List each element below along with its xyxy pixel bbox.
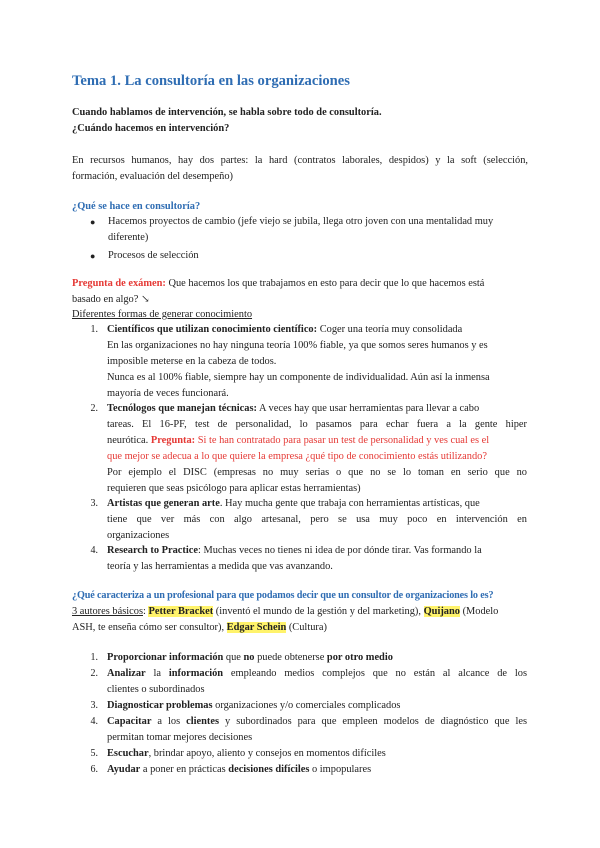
pregunta-text: Que hacemos los que trabajamos en esto para decir que lo que hacemos está: [165, 278, 485, 289]
bold-run: Proporcionar información: [107, 652, 224, 663]
forma-4-line-1: [107, 543, 482, 559]
bold-run: información: [168, 668, 224, 679]
forma-2-pregunta-label: Pregunta:: [150, 435, 196, 446]
list-number: 6.: [90, 764, 98, 775]
forma-3-line-1: [107, 496, 480, 512]
funcion-6: [107, 762, 371, 778]
autores-line-2: [72, 620, 327, 636]
forma-3-line-2: tiene que ver más con algo artesanal, pero se usa muy poco en intervención en: [107, 514, 527, 525]
bold-run: decisiones difíciles: [228, 764, 310, 775]
forma-2-line-5: Por ejemplo el DISC (empresas no muy serias o que no se lo toman en serio que no: [107, 467, 527, 478]
bold-run: Analizar: [107, 668, 146, 679]
list-number: 5.: [90, 748, 98, 759]
bold-run: por otro medio: [326, 652, 393, 663]
autor-3-desc: (Cultura): [286, 622, 327, 633]
page-title: Tema 1. La consultoría en las organizaciones: [72, 73, 350, 89]
bold-run: Escuchar: [107, 748, 149, 759]
funcion-2: [107, 666, 527, 682]
funcion-3: [107, 698, 400, 714]
list-number: 1.: [90, 324, 98, 335]
intro-line-2: ¿Cuándo hacemos en intervención?: [72, 123, 230, 134]
forma-3-text: . Hay mucha gente que trabaja con herramientas artísticas, que: [219, 498, 480, 509]
autores-colon: :: [142, 606, 149, 617]
forma-1-line-2: En las organizaciones no hay ninguna teoría 100% fiable, ya que somos seres humanos y es: [107, 340, 488, 351]
forma-1-text: Coger una teoría muy consolidada: [317, 324, 463, 335]
pregunta-label: Pregunta de exámen:: [72, 278, 166, 289]
autor-quijano: Quijano: [423, 606, 460, 617]
bullet-1-line-1: Hacemos proyectos de cambio (jefe viejo se jubila, llega otro joven con una mentalidad muy: [108, 216, 494, 227]
autores-label: 3 autores básicos: [72, 606, 143, 617]
funcion-2-line-2: clientes o subordinados: [107, 684, 205, 695]
bold-run: no: [243, 652, 255, 663]
text-run: o impopulares: [309, 764, 372, 775]
forma-4-line-2: teoría y las herramientas a medida que vas avanzando.: [107, 561, 333, 572]
list-number: 2.: [90, 668, 98, 679]
forma-3-title: Artistas que generan arte: [107, 498, 220, 509]
forma-2-title: Tecnólogos que manejan técnicas:: [107, 403, 257, 414]
funcion-4-line-2: permitan tomar mejores decisiones: [107, 732, 253, 743]
text-run: a los: [151, 716, 187, 727]
intro-line-1: Cuando hablamos de intervención, se habla sobre todo de consultoría.: [72, 107, 382, 118]
forma-1-line-5: mayoría de veces funcionará.: [107, 388, 229, 399]
autores-line-2-text: ASH, te enseña cómo ser consultor),: [72, 622, 227, 633]
list-number: 2.: [90, 403, 98, 414]
formas-subheading: Diferentes formas de generar conocimiento: [72, 309, 253, 320]
text-run: empleando medios complejos que no están al alcance de los: [223, 668, 527, 679]
text-run: , brindar apoyo, aliento y consejos en momentos difíciles: [148, 748, 386, 759]
text-run: organizaciones y/o comerciales complicados: [212, 700, 401, 711]
list-number: 4.: [90, 545, 98, 556]
forma-4-text: : Muchas veces no tienes ni idea de por dónde tirar. Vas formando la: [197, 545, 482, 556]
text-run: y subordinados para que empleen modelos de diagnóstico que les: [219, 716, 527, 727]
bold-run: Capacitar: [107, 716, 152, 727]
rrhh-line-1: En recursos humanos, hay dos partes: la hard (contratos laborales, despidos) y la soft (selección,: [72, 155, 528, 166]
forma-2-line-6: requieren que seas psicólogo para aplicar estas herramientas): [107, 483, 361, 494]
bullet-icon: ●: [90, 217, 96, 227]
forma-2-line-1: [107, 401, 479, 417]
consultoria-heading: ¿Qué se hace en consultoría?: [72, 201, 201, 212]
list-number: 3.: [90, 498, 98, 509]
autor-2-desc: (Modelo: [459, 606, 499, 617]
forma-1-line-1: [107, 322, 462, 338]
forma-1-line-3: imposible meterse en la cabeza de todos.: [107, 356, 277, 367]
autor-1-desc: (inventó el mundo de la gestión y del marketing),: [213, 606, 424, 617]
text-run: la: [145, 668, 169, 679]
funcion-4: [107, 714, 527, 730]
autor-edgar-schein: Edgar Schein: [226, 622, 287, 633]
bullet-2-line-1: Procesos de selección: [108, 250, 199, 261]
bullet-1-line-2: diferente): [108, 232, 149, 243]
bullet-icon: ●: [90, 251, 96, 261]
forma-2-line-3: [107, 433, 489, 449]
forma-2-line-4: que mejor se adecua a lo que quiere la empresa ¿qué tipo de conocimiento estás utilizando?: [107, 451, 487, 462]
rrhh-line-2: formación, evaluación del desempeño): [72, 171, 233, 182]
forma-2-pregunta-text: Si te han contratado para pasar un test de personalidad y ves cual es el: [195, 435, 490, 446]
pregunta-line-2: basado en algo? ↘: [72, 294, 150, 305]
text-run: puede obtenerse: [254, 652, 327, 663]
forma-2-text-3: neurótica.: [107, 435, 151, 446]
bold-run: clientes: [186, 716, 220, 727]
forma-2-line-2: tareas. El 16-PF, test de personalidad, lo pasamos para echar fuera a la gente hiper: [107, 419, 527, 430]
funcion-5: [107, 746, 386, 762]
autores-line-1: [72, 604, 498, 620]
forma-2-text: A veces hay que usar herramientas para llevar a cabo: [257, 403, 480, 414]
forma-1-line-4: Nunca es al 100% fiable, siempre hay un componente de individualidad. Aún así la inmensa: [107, 372, 490, 383]
forma-1-title: Científicos que utilizan conocimiento científico:: [107, 324, 318, 335]
forma-3-line-3: organizaciones: [107, 530, 170, 541]
list-number: 4.: [90, 716, 98, 727]
list-number: 3.: [90, 700, 98, 711]
funcion-1: [107, 650, 393, 666]
autor-petter-bracket: Petter Bracket: [148, 606, 214, 617]
forma-4-title: Research to Practice: [107, 545, 198, 556]
bold-run: Ayudar: [107, 764, 141, 775]
pregunta-line-1: [72, 276, 484, 292]
bold-run: Diagnosticar problemas: [107, 700, 213, 711]
list-number: 1.: [90, 652, 98, 663]
text-run: que: [223, 652, 244, 663]
profesional-heading: ¿Qué caracteriza a un profesional para que podamos decir que un consultor de organizaciones lo es?: [72, 590, 494, 601]
text-run: a poner en prácticas: [140, 764, 229, 775]
